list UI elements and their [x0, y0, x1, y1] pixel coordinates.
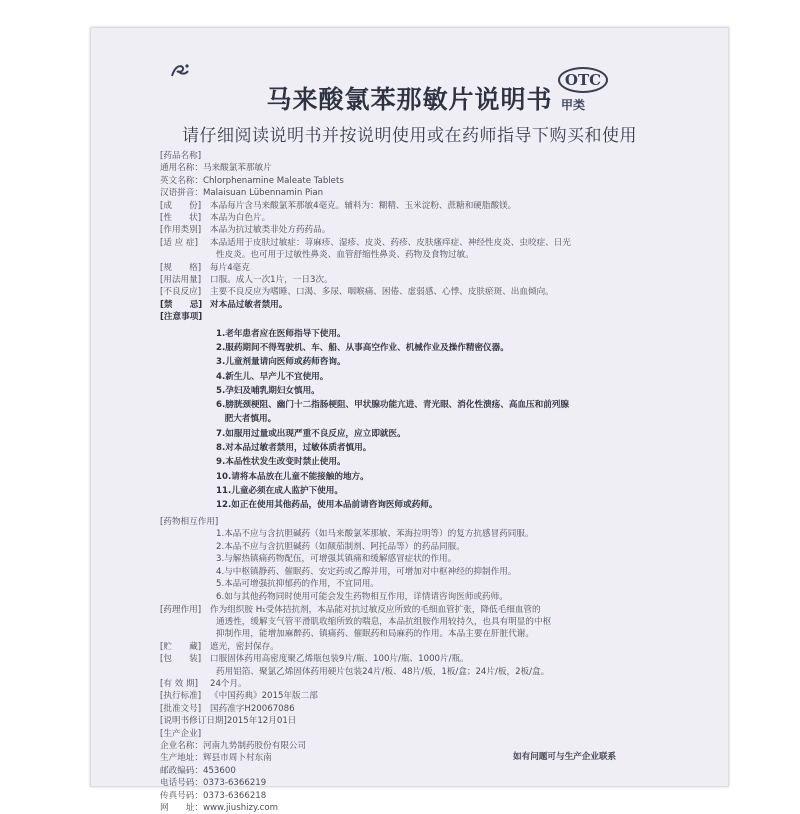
- indications-row: [160, 237, 715, 249]
- interaction-item: 5.本品可增强抗抑郁药的作用，不宜同用。: [216, 579, 379, 590]
- fax-number: 0373-6366218: [202, 790, 267, 801]
- interaction-item: 1.本品不应与含抗胆碱药（如马来酸氯苯那敏、苯海拉明等）的复方抗感冒药同服。: [216, 528, 534, 539]
- fax-row: [160, 790, 715, 802]
- manufacturer-address-row: [160, 752, 715, 764]
- pharmacology-row: [160, 604, 715, 616]
- adverse-reactions-text: 主要不良反应为嗜睡、口渴、多尿、咽喉痛、困倦、虚弱感、心悸、皮肤瘀斑、出血倾向。: [210, 287, 554, 298]
- composition-text: 本品每片含马来酸氯苯那敏4毫克。辅料为：糊精、玉米淀粉、蔗糖和硬脂酸镁。: [210, 200, 517, 211]
- revision-label: [说明书修订日期]: [160, 716, 227, 727]
- otc-badge: OTC: [558, 67, 608, 93]
- storage-row: [160, 641, 715, 653]
- phone-row: [160, 777, 715, 789]
- otc-class-label: 甲类: [561, 98, 586, 112]
- contraindications-row: [160, 299, 715, 311]
- approval-row: [160, 703, 715, 715]
- dosage-row: [160, 274, 715, 286]
- fax-label: 传真号码：: [160, 790, 203, 801]
- generic-name: 马来酸氯苯那敏片: [202, 163, 272, 174]
- pinyin-name-label: 汉语拼音：: [160, 188, 203, 199]
- validity-label: [有 效 期]: [160, 678, 198, 689]
- precaution-item: 8.对本品过敏者禁用，过敏体质者慎用。: [216, 443, 372, 454]
- phone-number: 0373-6366219: [202, 778, 267, 789]
- pinyin-name-row: [160, 187, 715, 199]
- website-label: 网 址：: [160, 803, 203, 814]
- adverse-reactions-label: [不良反应]: [160, 287, 202, 298]
- pinyin-name: Malaisuan Lübennamin Pian: [202, 188, 324, 199]
- english-name-label: 英文名称：: [160, 175, 203, 186]
- validity-text: 24个月。: [210, 678, 247, 689]
- generic-name-row: [160, 162, 715, 174]
- postcode: 453600: [202, 765, 236, 776]
- precaution-item: 1.老年患者应在医师指导下使用。: [216, 328, 346, 339]
- precaution-item: 12.如正在使用其他药品，使用本品前请咨询医师或药师。: [216, 500, 438, 511]
- english-name-row: [160, 175, 715, 187]
- appearance-row: [160, 212, 715, 224]
- composition-row: [160, 200, 715, 212]
- revision-date: 2015年12月01日: [226, 716, 297, 727]
- page-title: 马来酸氯苯那敏片说明书: [266, 85, 553, 114]
- dosage-text: 口服。成人一次1片，一日3次。: [210, 275, 333, 286]
- interaction-item: 4.与中枢镇静药、催眠药、安定药或乙醇并用，可增加对中枢神经的抑制作用。: [216, 566, 517, 577]
- contact-manufacturer-note: 如有问题可与生产企业联系: [513, 752, 617, 762]
- leaflet-body: [160, 150, 715, 814]
- specification-row: [160, 262, 715, 274]
- appearance-text: 本品为白色片。: [210, 213, 271, 224]
- english-name: Chlorphenamine Maleate Tablets: [202, 175, 344, 186]
- manufacturer-address: 辉县市周卜村东南: [202, 753, 272, 764]
- precaution-item: 2.服药期间不得驾驶机、车、船、从事高空作业、机械作业及操作精密仪器。: [216, 342, 509, 353]
- manufacturer-label: [生产企业]: [160, 728, 202, 739]
- interaction-item: 2.本品不应与含抗胆碱药（如颠茄制剂、阿托品等）的药品同服。: [216, 541, 465, 552]
- phone-label: 电话号码：: [160, 778, 203, 789]
- pharmacology-line-3: 抑制作用，能增加麻醉药、镇痛药、催眠药和局麻药的作用。本品主要在肝脏代谢。: [216, 629, 534, 640]
- precaution-item: 9.本品性状发生改变时禁止使用。: [216, 457, 346, 468]
- precaution-item: 4.新生儿、早产儿不宜使用。: [216, 371, 329, 382]
- composition-label: [成 份]: [160, 200, 202, 211]
- category-row: [160, 224, 715, 236]
- indications-line-2: 性皮炎。也可用于过敏性鼻炎、血管舒缩性鼻炎、药物及食物过敏。: [216, 250, 474, 261]
- package-line-2: 药用铝箔、聚氯乙烯固体药用硬片包装24片/板、48片/板，1板/盒；24片/板，2板/盒。: [216, 666, 550, 677]
- precaution-item: 11.儿童必须在成人监护下使用。: [216, 485, 343, 496]
- manufacturer-name-row: [160, 740, 715, 752]
- revision-row: [160, 715, 715, 727]
- interactions-label: [药物相互作用]: [160, 516, 219, 527]
- interaction-item: 6.如与其他药物同时使用可能会发生药物相互作用，详情请咨询医师或药师。: [216, 591, 508, 602]
- category-label: [作用类别]: [160, 225, 202, 236]
- interaction-item: 3.与解热镇痛药物配伍，可增强其镇痛和缓解感冒症状的作用。: [216, 554, 457, 565]
- postcode-label: 邮政编码：: [160, 765, 203, 776]
- contraindications-text: 对本品过敏者禁用。: [210, 299, 288, 310]
- usage-warning-subtitle: 请仔细阅读说明书并按说明使用或在药师指导下购买和使用: [182, 126, 637, 146]
- dosage-label: [用法用量]: [160, 275, 202, 286]
- drug-name-section-label: [药品名称]: [160, 151, 202, 161]
- category-text: 本品为抗过敏类非处方药药品。: [210, 225, 331, 236]
- approval-text: 国药准字H20067086: [210, 703, 295, 714]
- manufacturer-name-label: 企业名称：: [160, 740, 203, 751]
- precaution-item: 5.孕妇及哺乳期妇女慎用。: [216, 385, 320, 396]
- package-label: [包 装]: [160, 654, 202, 665]
- precaution-item: 6.膀胱颈梗阻、幽门十二指肠梗阻、甲状腺功能亢进、青光眼、消化性溃疡、高血压和前列腺: [216, 400, 569, 411]
- precaution-item: 3.儿童剂量请向医师或药师咨询。: [216, 357, 346, 368]
- website-url: www.jiushizy.com: [202, 803, 279, 814]
- standard-row: [160, 690, 715, 702]
- adverse-reactions-row: [160, 286, 715, 298]
- instruction-leaflet: [90, 27, 729, 814]
- precaution-item: 肥大者慎用。: [216, 414, 277, 425]
- precaution-item: 10.请将本品放在儿童不能接触的地方。: [216, 471, 369, 482]
- pharmacology-line-1: 作为组织胺 H₁受体拮抗剂，本品能对抗过敏反应所致的毛细血管扩张，降低毛细血管的: [210, 604, 541, 615]
- package-line-1: 口服固体药用高密度聚乙烯瓶包装9片/瓶、100片/瓶、1000片/瓶。: [210, 654, 469, 665]
- precaution-item: 7.如服用过量或出现严重不良反应，应立即就医。: [216, 428, 406, 439]
- specification-label: [规 格]: [160, 262, 202, 273]
- precautions-label: [注意事项]: [160, 312, 203, 323]
- appearance-label: [性 状]: [160, 213, 202, 224]
- storage-label: [贮 藏]: [160, 641, 202, 652]
- standard-text: 《中国药典》2015年版二部: [210, 691, 318, 702]
- company-logo-icon: [169, 62, 191, 80]
- validity-row: [160, 678, 715, 690]
- manufacturer-name: 河南九势制药股份有限公司: [202, 740, 307, 751]
- package-row: [160, 653, 715, 665]
- storage-text: 遮光，密封保存。: [210, 641, 279, 652]
- standard-label: [执行标准]: [160, 691, 202, 702]
- indications-line-1: 本品适用于皮肤过敏症：荨麻疹、湿疹、皮炎、药疹、皮肤瘙痒症、神经性皮炎、虫咬症、日光: [210, 237, 571, 248]
- manufacturer-address-label: 生产地址：: [160, 753, 203, 764]
- generic-name-label: 通用名称：: [160, 163, 203, 174]
- postcode-row: [160, 765, 715, 777]
- website-row: [160, 802, 715, 814]
- approval-label: [批准文号]: [160, 703, 202, 714]
- indications-label: [适 应 症]: [160, 237, 198, 248]
- contraindications-label: [禁 忌]: [160, 299, 203, 310]
- pharmacology-label: [药理作用]: [160, 604, 202, 615]
- specification-text: 每片4毫克: [210, 262, 250, 273]
- pharmacology-line-2: 通透性，缓解支气管平滑肌收缩所致的喘息，本品抗组胺作用较持久，也具有明显的中枢: [216, 616, 552, 627]
